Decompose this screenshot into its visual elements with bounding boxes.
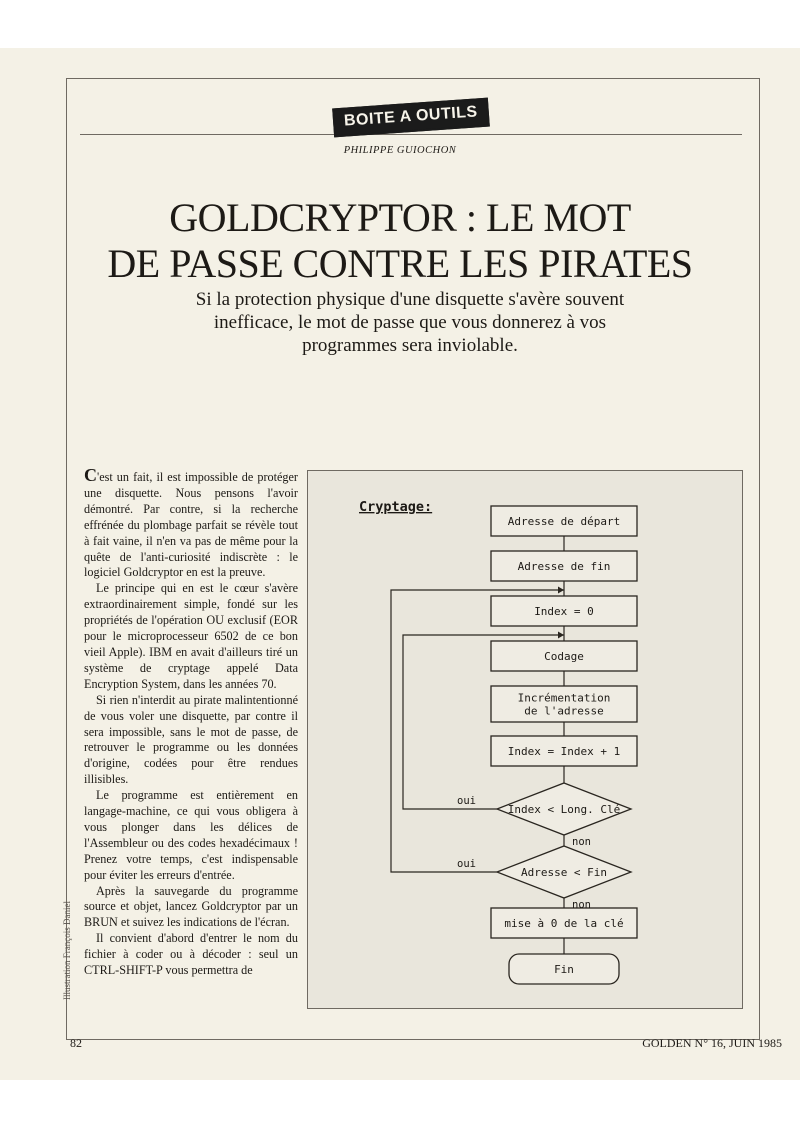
body-paragraph xyxy=(84,465,298,581)
edge-label-oui: oui xyxy=(457,858,476,870)
cryptage-flowchart xyxy=(307,470,743,1009)
body-paragraph: Le programme est entièrement en langage-machine, ce qui vous obligera à vous plonger dans les délices de l'Assembleur ou des codes hexadécimaux ! Prenez votre temps, c'est indispensable pour éviter les erreurs d'entrée. xyxy=(84,788,298,882)
article-lead: Si la protection physique d'une disquette s'avère souvent inefficace, le mot de passe que vous donnerez à vos programmes sera inviolable. xyxy=(195,289,625,356)
title-line-1: GOLDCRYPTOR : LE MOT xyxy=(169,195,631,240)
article-title xyxy=(60,195,740,287)
article-body xyxy=(84,465,298,979)
body-paragraph-text: 'est un fait, il est impossible de protéger une disquette. Nous pensons l'avoir démontré. Par contre, si la recherche effrénée du plombage parfait se révèle tout à fait vaine, il n'en va pas de même pour la quête de l'anti-curiosité indiscrète : le logiciel Goldcryptor en est la preuve. xyxy=(84,470,298,580)
node-label: Fin xyxy=(554,963,574,976)
node-label: Adresse de fin xyxy=(517,560,611,573)
node-label: Adresse < Fin xyxy=(520,866,608,879)
node-label: Index = Index + 1 xyxy=(507,745,621,758)
edge-label-oui: oui xyxy=(457,795,476,807)
issue-info: GOLDEN N° 16, JUIN 1985 xyxy=(642,1036,782,1050)
node-label: Incrémentation xyxy=(517,691,611,705)
author-name: PHILIPPE GUIOCHON xyxy=(343,145,457,156)
header-rule xyxy=(80,134,742,135)
flowchart-title: Cryptage: xyxy=(359,499,433,515)
node-label: Index < Long. Clé xyxy=(507,803,621,816)
node-label: Adresse de départ xyxy=(507,515,621,528)
section-stamp: BOITE A OUTILS xyxy=(332,98,489,138)
node-label: Codage xyxy=(544,650,584,663)
body-paragraph: Après la sauvegarde du programme source et objet, lancez Goldcryptor par un BRUN et suivez les indications de l'écran. xyxy=(84,883,298,930)
page-number: 82 xyxy=(70,1036,82,1050)
body-paragraph: Le principe qui en est le cœur s'avère extraordinairement simple, fondé sur les propriétés de l'opération OU exclusif (EOR pour le microprocesseur 6502 de ce bon vieil Apple). IBM en avait d'ailleurs tiré un système de cryptage appelé Data Encryption System, dans les années 70. xyxy=(84,581,298,691)
node-label: Index = 0 xyxy=(534,605,594,618)
title-line-2: DE PASSE CONTRE LES PIRATES xyxy=(107,241,693,286)
node-label: mise à 0 de la clé xyxy=(504,917,624,930)
flowchart-svg xyxy=(307,470,743,1009)
drop-cap: C xyxy=(84,465,97,485)
edge-label-non: non xyxy=(572,836,591,848)
node-label: de l'adresse xyxy=(524,704,604,718)
body-paragraph: Si rien n'interdit au pirate malintentionné de vous voler une disquette, par contre il sera impossible, sans le mot de passe, de retrouver le programme ou les données d'origine, codées pour être rendues illisibles. xyxy=(84,692,298,787)
edge-label-non: non xyxy=(572,899,591,911)
body-paragraph: Il convient d'abord d'entrer le nom du fichier à coder ou à décoder : seul un CTRL-SHIFT-P vous permettra de xyxy=(84,931,298,978)
illustration-credit: Illustration François Daniel xyxy=(62,901,72,1000)
